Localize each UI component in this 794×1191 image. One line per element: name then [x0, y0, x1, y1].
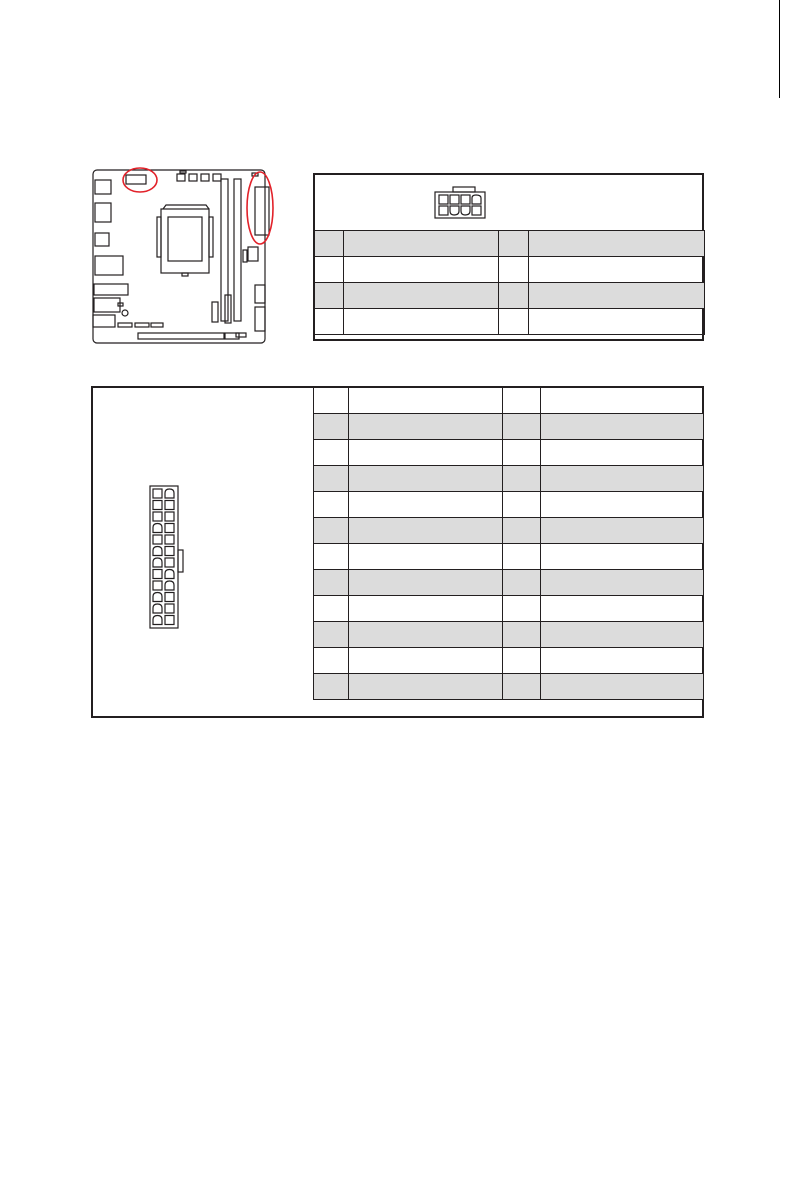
8pin-connector-icon [433, 184, 487, 220]
pin-row [314, 440, 704, 466]
pin-row [314, 596, 704, 622]
signal-a-cell [343, 309, 498, 335]
signal-a-cell [348, 388, 502, 414]
signal-a-cell [348, 648, 502, 674]
signal-b-cell [541, 648, 704, 674]
signal-b-cell [541, 544, 704, 570]
signal-a-cell [348, 674, 502, 700]
pin-a-cell [315, 283, 344, 309]
pin-row [314, 544, 704, 570]
signal-b-cell [529, 283, 705, 309]
pin-b-cell [502, 648, 541, 674]
signal-a-cell [343, 257, 498, 283]
signal-a-cell [348, 466, 502, 492]
signal-b-cell [529, 309, 705, 335]
pin-row [315, 257, 705, 283]
signal-a-cell [348, 544, 502, 570]
pin-a-cell [314, 648, 349, 674]
pin-b-cell [502, 570, 541, 596]
signal-b-cell [541, 440, 704, 466]
24pin-connector-icon [148, 484, 188, 630]
signal-a-cell [348, 414, 502, 440]
pin-row [314, 648, 704, 674]
pin-b-cell [502, 518, 541, 544]
pin-b-cell [498, 231, 529, 257]
pin-a-cell [314, 544, 349, 570]
pin-a-cell [314, 622, 349, 648]
pin-row [314, 622, 704, 648]
highlight-top-left [123, 168, 157, 192]
pin-b-cell [502, 596, 541, 622]
pin-a-cell [314, 414, 349, 440]
pin-b-cell [498, 283, 529, 309]
pin-a-cell [314, 466, 349, 492]
pin-row [315, 231, 705, 257]
pin-b-cell [498, 257, 529, 283]
pin-a-cell [314, 440, 349, 466]
signal-b-cell [529, 257, 705, 283]
pin-b-cell [502, 492, 541, 518]
pin-b-cell [502, 674, 541, 700]
pin-b-cell [502, 388, 541, 414]
signal-a-cell [348, 622, 502, 648]
signal-b-cell [541, 674, 704, 700]
pin-a-cell [315, 231, 344, 257]
signal-b-cell [541, 622, 704, 648]
pin-a-cell [315, 257, 344, 283]
atx-24pin-panel [91, 386, 704, 718]
pin-row [315, 309, 705, 335]
signal-a-cell [348, 492, 502, 518]
pin-a-cell [314, 388, 349, 414]
pin-a-cell [314, 596, 349, 622]
pin-row [314, 466, 704, 492]
signal-b-cell [541, 570, 704, 596]
pin-a-cell [315, 309, 344, 335]
motherboard-diagram [88, 157, 278, 347]
pin-row [314, 414, 704, 440]
pin-b-cell [502, 440, 541, 466]
crop-mark [779, 0, 780, 98]
signal-b-cell [541, 518, 704, 544]
pin-a-cell [314, 518, 349, 544]
signal-a-cell [348, 440, 502, 466]
signal-a-cell [348, 596, 502, 622]
signal-b-cell [541, 466, 704, 492]
pin-row [314, 518, 704, 544]
signal-b-cell [541, 492, 704, 518]
signal-a-cell [343, 283, 498, 309]
pin-a-cell [314, 674, 349, 700]
signal-b-cell [541, 414, 704, 440]
pin-b-cell [502, 544, 541, 570]
pin-b-cell [502, 414, 541, 440]
pin-row [314, 388, 704, 414]
atx-8pin-table [314, 230, 705, 335]
pin-b-cell [502, 622, 541, 648]
signal-b-cell [529, 231, 705, 257]
pin-row [315, 283, 705, 309]
signal-a-cell [343, 231, 498, 257]
pin-row [314, 492, 704, 518]
pin-row [314, 674, 704, 700]
pin-b-cell [502, 466, 541, 492]
signal-b-cell [541, 596, 704, 622]
pin-a-cell [314, 492, 349, 518]
atx-8pin-panel [313, 173, 704, 341]
pin-row [314, 570, 704, 596]
signal-a-cell [348, 518, 502, 544]
atx-24pin-table [313, 387, 704, 700]
pin-b-cell [498, 309, 529, 335]
signal-a-cell [348, 570, 502, 596]
signal-b-cell [541, 388, 704, 414]
pin-a-cell [314, 570, 349, 596]
